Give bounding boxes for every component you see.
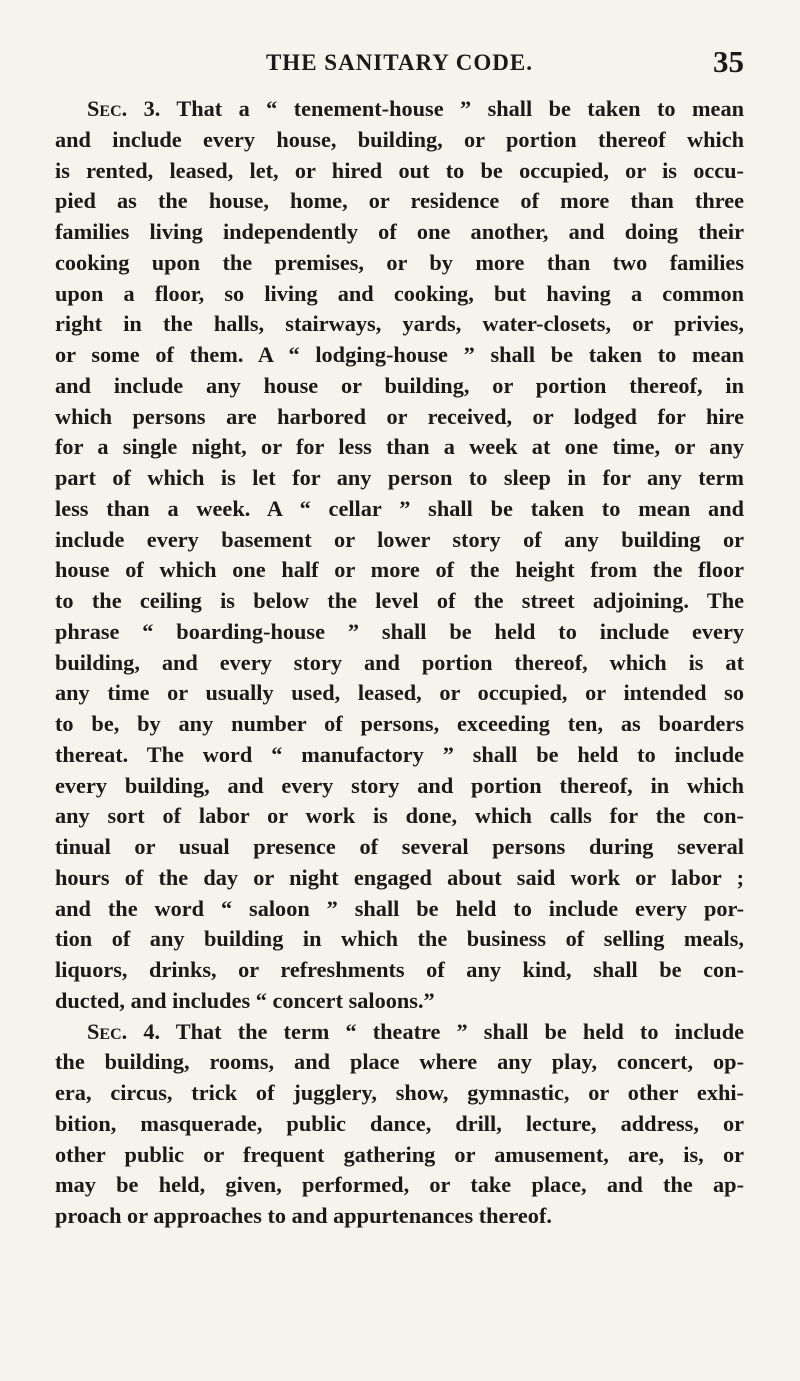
text-line: any time or usually used, leased, or occupied, or intended so xyxy=(55,680,744,706)
line-text: That the term “ theatre ” shall be held to include xyxy=(160,1018,744,1044)
text-line: include every basement or lower story of any building or xyxy=(55,526,744,552)
text-line: less than a week. A “ cellar ” shall be taken to mean and xyxy=(55,495,744,521)
text-line: proach or approaches to and appurtenances thereof. xyxy=(55,1203,552,1228)
text-line: to be, by any number of persons, exceeding ten, as boarders xyxy=(55,711,744,736)
text-line xyxy=(55,1017,744,1048)
text-line: is rented, leased, let, or hired out to be occupied, or is occu- xyxy=(55,157,744,183)
text-line: pied as the house, home, or residence of more than three xyxy=(55,188,744,214)
text-line: for a single night, or for less than a week at one time, or any xyxy=(55,434,744,460)
text-line: hours of the day or night engaged about said work or labor ; xyxy=(55,864,744,890)
section-label: Sec. 4. xyxy=(87,1018,161,1044)
text-line: liquors, drinks, or refreshments of any kind, shall be con- xyxy=(55,957,744,982)
text-line: upon a floor, so living and cooking, but having a common xyxy=(55,280,744,306)
section-4 xyxy=(55,1017,744,1232)
running-title: THE SANITARY CODE. xyxy=(265,50,534,75)
body-text xyxy=(55,94,744,1232)
text-line: and the word “ saloon ” shall be held to include every por- xyxy=(55,895,744,921)
running-head xyxy=(55,44,744,94)
text-line xyxy=(55,94,744,125)
text-line: other public or frequent gathering or amusement, are, is, or xyxy=(55,1141,744,1167)
text-line: right in the halls, stairways, yards, water-closets, or privies, xyxy=(55,311,744,337)
line-text: That a “ tenement-house ” shall be taken to mean xyxy=(160,96,744,121)
text-line: thereat. The word “ manufactory ” shall be held to include xyxy=(55,741,744,767)
page-number: 35 xyxy=(713,44,744,79)
text-line: to the ceiling is below the level of the street adjoining. The xyxy=(55,588,744,613)
text-line: every building, and every story and portion thereof, in which xyxy=(55,772,744,798)
text-line: and include every house, building, or portion thereof which xyxy=(55,126,744,152)
text-line: part of which is let for any person to sleep in for any term xyxy=(55,465,744,490)
text-line: cooking upon the premises, or by more than two families xyxy=(55,249,744,275)
text-line: or some of them. A “ lodging-house ” shall be taken to mean xyxy=(55,342,744,367)
text-line: tion of any building in which the business of selling meals, xyxy=(55,926,744,952)
text-line: and include any house or building, or portion thereof, in xyxy=(55,372,744,398)
text-line: era, circus, trick of jugglery, show, gymnastic, or other exhi- xyxy=(55,1080,744,1105)
section-label: Sec. 3. xyxy=(87,96,161,121)
text-line: families living independently of one another, and doing their xyxy=(55,219,744,244)
text-line: which persons are harbored or received, or lodged for hire xyxy=(55,403,744,429)
text-line: the building, rooms, and place where any play, concert, op- xyxy=(55,1049,744,1075)
text-line: any sort of labor or work is done, which calls for the con- xyxy=(55,803,744,829)
text-line: ducted, and includes “ concert saloons.” xyxy=(55,987,435,1013)
text-line: bition, masquerade, public dance, drill, lecture, address, or xyxy=(55,1110,744,1136)
text-line: house of which one half or more of the height from the floor xyxy=(55,557,744,583)
text-line: phrase “ boarding-house ” shall be held to include every xyxy=(55,618,744,644)
text-line: building, and every story and portion thereof, which is at xyxy=(55,649,744,675)
text-line: tinual or usual presence of several persons during several xyxy=(55,834,744,859)
text-line: may be held, given, performed, or take place, and the ap- xyxy=(55,1172,744,1198)
section-3 xyxy=(55,94,744,1017)
